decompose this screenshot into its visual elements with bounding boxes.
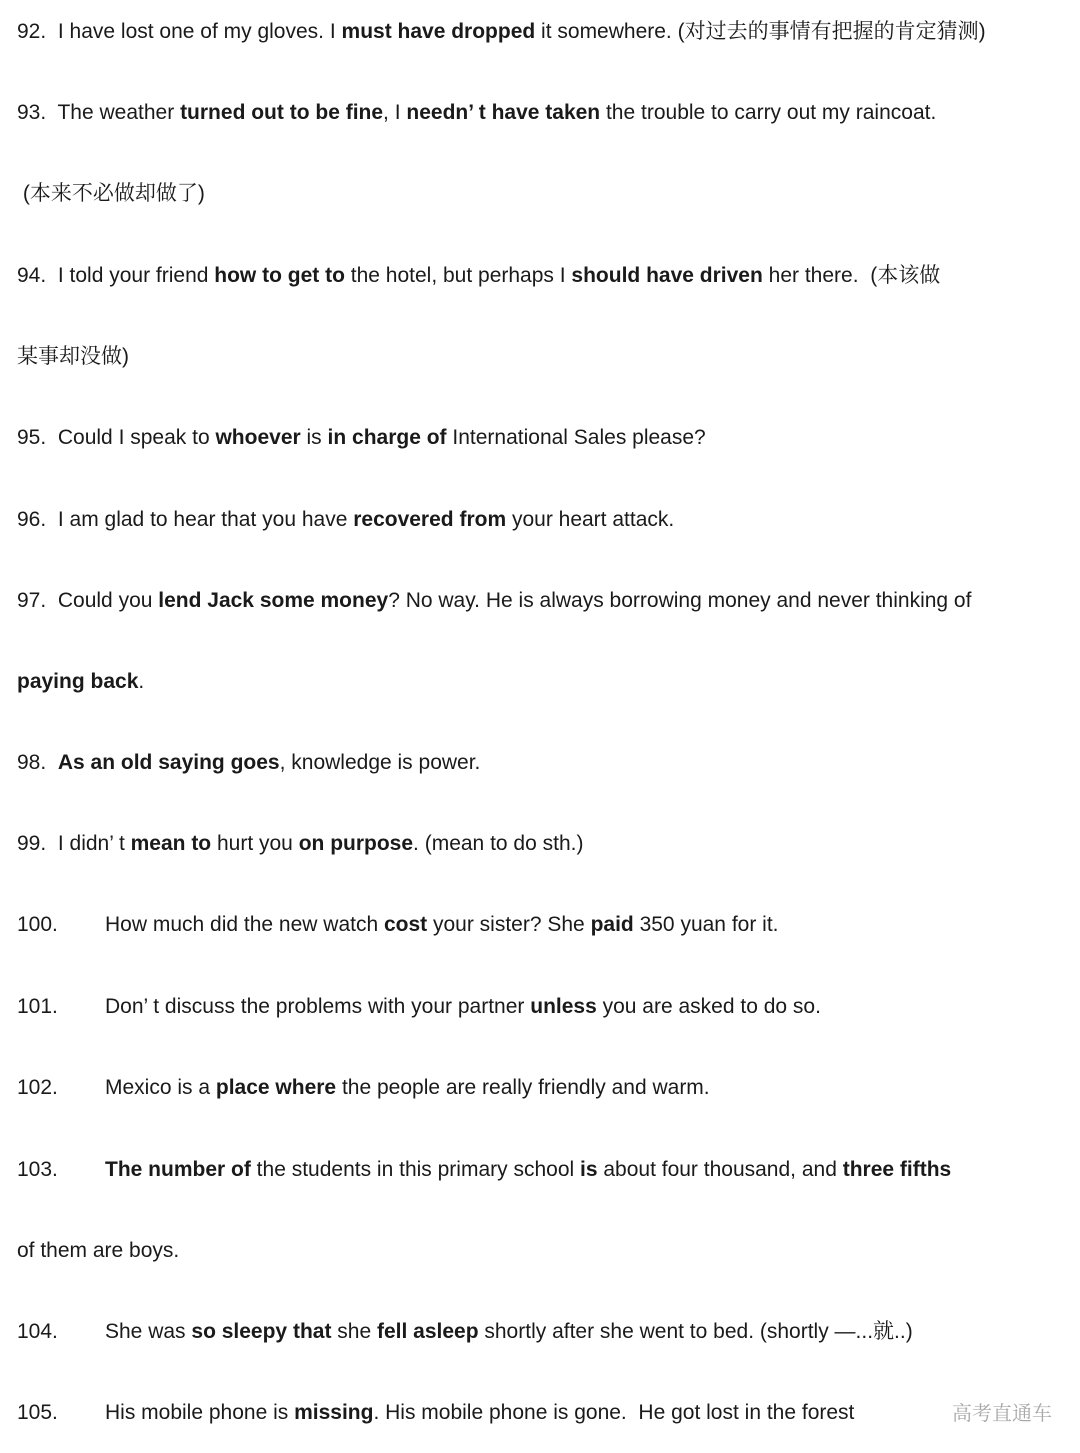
sentence-number: 101. <box>17 995 58 1018</box>
bold-phrase: fell asleep <box>376 1320 479 1343</box>
text-segment: it somewhere. (对过去的事情有把握的肯定猜测) <box>535 20 986 43</box>
bold-phrase: paid <box>590 913 634 936</box>
bold-phrase: so sleepy that <box>191 1320 332 1343</box>
bold-phrase: should have driven <box>571 264 763 287</box>
text-segment: , knowledge is power. <box>279 751 481 774</box>
sentence-line <box>17 1317 1072 1347</box>
sentence-line <box>17 910 1072 940</box>
text-segment: the people are really friendly and warm. <box>336 1076 710 1099</box>
bold-phrase: in charge of <box>327 426 447 449</box>
text-segment: . His mobile phone is gone. He got lost in the forest <box>373 1401 855 1424</box>
sentence-line <box>17 829 1072 859</box>
text-segment: 99. I didn’ t <box>17 832 131 855</box>
text-segment: the hotel, but perhaps I <box>344 264 572 287</box>
text-segment: 96. I am glad to hear that you have <box>17 508 354 531</box>
sentence-line <box>17 748 1072 778</box>
sentence-line <box>17 179 1072 209</box>
sentence-number: 105. <box>17 1401 58 1424</box>
bold-phrase: turned out to be fine <box>180 101 384 124</box>
text-segment: 某事却没做) <box>17 345 129 368</box>
sentence-line <box>17 17 1072 47</box>
sentence-line <box>17 505 1072 535</box>
text-segment: her there. (本该做 <box>762 264 941 287</box>
bold-phrase: how to get to <box>214 264 345 287</box>
text-segment: . <box>138 670 145 693</box>
text-segment: is <box>300 426 328 449</box>
bold-phrase: unless <box>530 995 597 1018</box>
text-segment: His mobile phone is <box>105 1401 295 1424</box>
bold-phrase: lend Jack some money <box>158 589 389 612</box>
text-segment: Mexico is a <box>105 1076 216 1099</box>
text-segment: the students in this primary school <box>250 1158 580 1181</box>
sentence-line <box>17 1236 1072 1266</box>
sentence-line <box>17 261 1072 291</box>
bold-phrase: recovered from <box>353 508 507 531</box>
bold-phrase: cost <box>383 913 428 936</box>
sentence-line <box>17 423 1072 453</box>
bold-phrase: paying back <box>17 670 139 693</box>
text-segment: , I <box>383 101 407 124</box>
text-segment: ? No way. He is always borrowing money and never thinking of <box>388 589 972 612</box>
sentence-number: 100. <box>17 913 58 936</box>
sentence-number: 103. <box>17 1158 58 1181</box>
text-segment: . (mean to do sth.) <box>413 832 584 855</box>
text-segment: 95. Could I speak to <box>17 426 216 449</box>
bold-phrase: As an old saying goes <box>57 751 280 774</box>
sentence-line <box>17 667 1072 697</box>
bold-phrase: mean to <box>130 832 212 855</box>
bold-phrase: on purpose <box>298 832 414 855</box>
bold-phrase: The number of <box>105 1158 251 1181</box>
sentence-line <box>17 586 1072 616</box>
sentence-line <box>17 992 1072 1022</box>
text-segment: International Sales please? <box>446 426 706 449</box>
text-segment: Don’ t discuss the problems with your partner <box>105 995 531 1018</box>
text-segment: 93. The weather <box>17 101 181 124</box>
bold-phrase: whoever <box>215 426 301 449</box>
text-segment: of them are boys. <box>17 1239 180 1262</box>
text-segment: she <box>331 1320 377 1343</box>
sentence-line <box>17 342 1072 372</box>
text-segment: shortly after she went to bed. (shortly —...就..) <box>478 1320 913 1343</box>
text-segment: your heart attack. <box>506 508 675 531</box>
sentence-line <box>17 1155 1072 1185</box>
bold-phrase: place where <box>215 1076 337 1099</box>
text-segment: the trouble to carry out my raincoat. <box>600 101 937 124</box>
text-segment: (本来不必做却做了) <box>17 182 205 205</box>
sentence-line <box>17 1073 1072 1103</box>
bold-phrase: is <box>580 1158 598 1181</box>
bold-phrase: three fifths <box>842 1158 952 1181</box>
sentence-line <box>17 1398 1072 1428</box>
text-segment: She was <box>105 1320 192 1343</box>
bold-phrase: missing <box>294 1401 374 1424</box>
sentence-line <box>17 98 1072 128</box>
text-segment: 97. Could you <box>17 589 159 612</box>
text-segment: 350 yuan for it. <box>633 913 779 936</box>
bold-phrase: needn’ t have taken <box>406 101 601 124</box>
text-segment: 98. <box>17 751 58 774</box>
text-segment: your sister? She <box>427 913 591 936</box>
text-segment: hurt you <box>211 832 299 855</box>
bold-phrase: must have dropped <box>341 20 536 43</box>
sentence-number: 102. <box>17 1076 58 1099</box>
watermark: 高考直通车 <box>952 1401 1052 1425</box>
sentence-number: 104. <box>17 1320 58 1343</box>
text-segment: about four thousand, and <box>597 1158 843 1181</box>
text-segment: 94. I told your friend <box>17 264 215 287</box>
text-segment: you are asked to do so. <box>596 995 821 1018</box>
text-segment: How much did the new watch <box>105 913 384 936</box>
text-segment: 92. I have lost one of my gloves. I <box>17 20 342 43</box>
